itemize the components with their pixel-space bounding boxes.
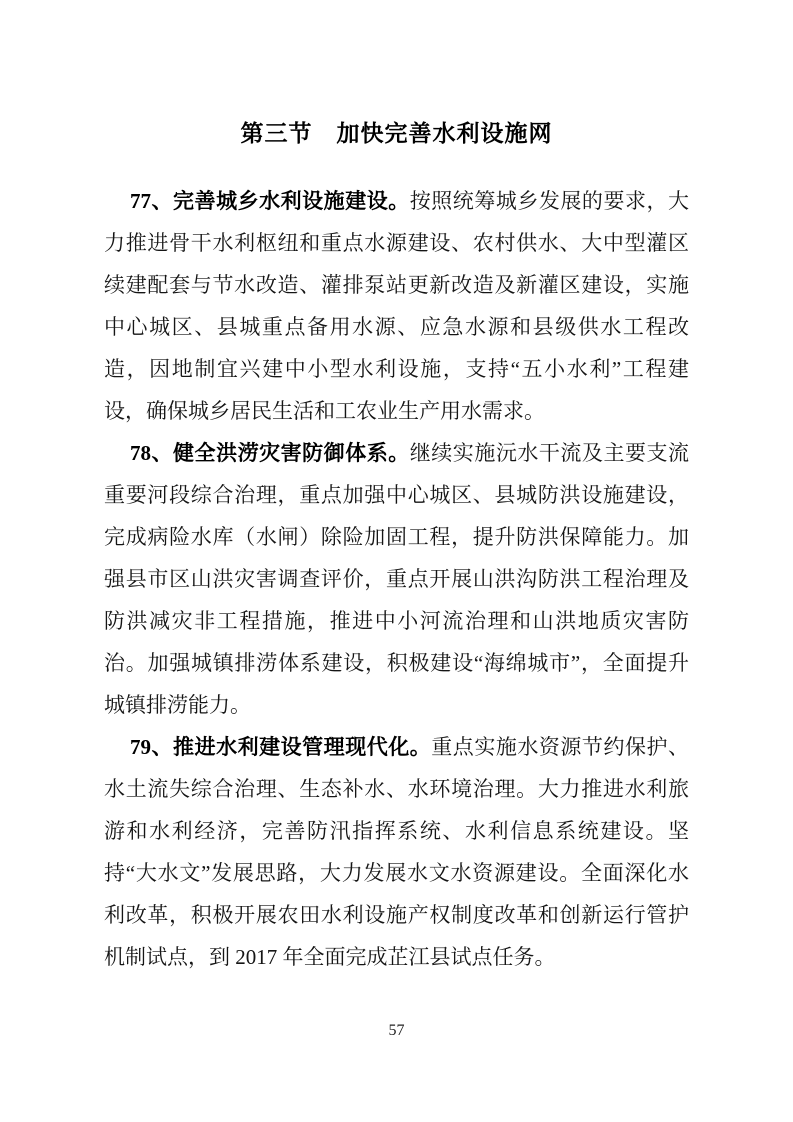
paragraph-79-lead: 79、推进水利建设管理现代化。: [130, 735, 432, 759]
page-number: 57: [388, 1022, 405, 1039]
paragraph-78: [104, 432, 689, 726]
paragraph-78-lead: 78、健全洪涝灾害防御体系。: [130, 441, 410, 465]
paragraph-79: [104, 726, 689, 978]
document-body: [104, 180, 689, 978]
paragraph-78-body: 继续实施沅水干流及主要支流重要河段综合治理，重点加强中心城区、县城防洪设施建设，完成病险水库（水闸）除险加固工程，提升防洪保障能力。加强县市区山洪灾害调查评价，重点开展山洪沟防洪工程治理及防洪减灾非工程措施，推进中小河流治理和山洪地质灾害防治。加强城镇排涝体系建设，积极建设“海绵城市”，全面提升城镇排涝能力。: [104, 441, 690, 717]
paragraph-77-body: 按照统筹城乡发展的要求，大力推进骨干水利枢纽和重点水源建设、农村供水、大中型灌区续建配套与节水改造、灌排泵站更新改造及新灌区建设，实施中心城区、县城重点备用水源、应急水源和县级供水工程改造，因地制宜兴建中小型水利设施，支持“五小水利”工程建设，确保城乡居民生活和工农业生产用水需求。: [104, 189, 690, 423]
section-title: 第三节 加快完善水利设施网: [240, 121, 553, 146]
paragraph-79-body: 重点实施水资源节约保护、水土流失综合治理、生态补水、水环境治理。大力推进水利旅游和水利经济，完善防汛指挥系统、水利信息系统建设。坚持“大水文”发展思路，大力发展水文水资源建设。全面深化水利改革，积极开展农田水利设施产权制度改革和创新运行管护机制试点，到 2017 年全面完成芷江县试点任务。: [104, 735, 690, 969]
paragraph-77-lead: 77、完善城乡水利设施建设。: [130, 189, 410, 213]
paragraph-77: [104, 180, 689, 432]
